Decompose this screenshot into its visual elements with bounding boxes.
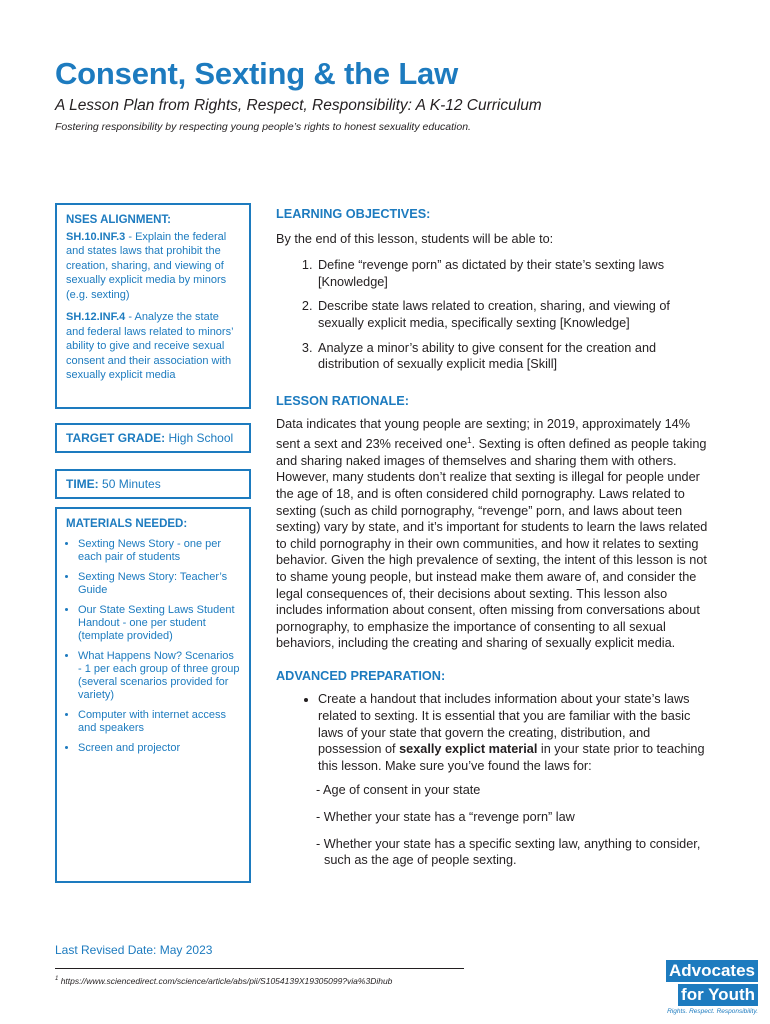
objectives-heading: LEARNING OBJECTIVES: — [276, 207, 431, 221]
list-item: 3. Analyze a minor’s ability to give consent for the creation and distribution of sexually explicit media [Skill] — [316, 340, 716, 373]
list-item: • Sexting News Story - one per each pair of students — [78, 538, 240, 564]
materials-heading: MATERIALS NEEDED: — [66, 518, 188, 530]
list-item: • Create a handout that includes information about your state’s laws related to sexting. It is essential that you are familiar with the basic laws of your state that govern the creating, distribution, and possession of sexally explict material in your state prior to teaching this lesson. Make sure you’ve found the laws for: — [318, 691, 716, 774]
main-content — [276, 206, 716, 869]
list-item: • Our State Sexting Laws Student Handout - one per student (template provided) — [78, 604, 240, 643]
footnote: $^1$ https://www.sciencedirect.com/science/article/abs/pii/S1054139X19305099?via%3Dihub — [55, 976, 393, 986]
time-box — [55, 469, 251, 499]
nses-heading: NSES ALIGNMENT: — [66, 214, 171, 226]
page-title: Consent, Sexting & the Law — [55, 56, 459, 91]
standard-code: SH.10.INF.3 — [66, 230, 126, 243]
materials-list — [66, 538, 240, 755]
target-grade-label: TARGET GRADE: — [66, 431, 166, 445]
list-item: • Sexting News Story: Teacher’s Guide — [78, 571, 240, 597]
emphasis-text: sexally explict material — [399, 742, 538, 757]
standard-item — [66, 230, 240, 303]
standard-text: - Analyze the state and federal laws related to minors’ ability to give and receive sexual consent and their association with sexually explicit media — [66, 311, 234, 381]
nses-alignment-box — [55, 203, 251, 409]
advanced-heading: ADVANCED PREPARATION: — [276, 668, 446, 683]
target-grade-value: High School — [168, 431, 234, 445]
list-item: 1. Define “revenge porn” as dictated by their state’s sexting laws [Knowledge] — [316, 257, 716, 290]
advanced-list — [276, 691, 716, 774]
list-item: • What Happens Now? Scenarios - 1 per each group of three group (several scenarios provided for variety) — [78, 650, 240, 702]
logo-tagline: Rights. Respect. Responsibility. — [667, 1008, 758, 1015]
page-subtitle: A Lesson Plan from Rights, Respect, Responsibility: A K-12 Curriculum — [55, 97, 542, 114]
target-grade-box — [55, 423, 251, 453]
dash-item: - Whether your state has a specific sexting law, anything to consider, such as the age of people sexting. — [316, 836, 701, 868]
time-label: TIME: — [66, 477, 99, 491]
footnote-ref: 1 — [467, 435, 472, 445]
standard-text: - Explain the federal and states laws that prohibit the creation, sharing, and viewing of sexually explicit media by minors (e.g. sexting) — [66, 230, 227, 301]
rationale-heading: LESSON RATIONALE: — [276, 393, 409, 408]
rationale-text: Data indicates that young people are sexting; in 2019, approximately 14% sent a sext and 23% received one$^1$. Sexting is often defined as people taking and sharing naked images of themselves and sharing them with others. However, many students don’t realize that sexting is illegal for people under the age of 18, and is often considered child pornography. Laws related to sexting (such as child pornography, “revenge” porn, and laws about teen sexting) vary by state, and it’s important for students to learn the laws related to child pornography in their own communities, and how it relates to sexting behavior. Given the high prevalence of sexting, the intent of this lesson is not to shame young people, but instead make them aware of, and consider the legal consequences of, their decisions about sexting. This lesson also includes information about consent, often missing from conversations about pornography, to emphasize the importance of consenting to all sexual behaviors, including the creating and sharing of sexually explicit media. — [276, 417, 708, 651]
dash-item: - Age of consent in your state — [316, 783, 481, 798]
dash-item: - Whether your state has a “revenge porn” law — [316, 810, 575, 825]
advocates-for-youth-logo — [646, 960, 758, 1015]
logo-line-2: for Youth — [678, 984, 758, 1006]
list-item: • Computer with internet access and speakers — [78, 709, 240, 735]
time-value: 50 Minutes — [102, 477, 161, 491]
materials-box — [55, 507, 251, 883]
logo-line-1: Advocates — [666, 960, 758, 982]
standard-code: SH.12.INF.4 — [66, 311, 126, 323]
footnote-divider — [55, 968, 464, 969]
list-item: • Screen and projector — [78, 742, 240, 755]
footnote-link[interactable]: https://www.sciencedirect.com/science/article/abs/pii/S1054139X19305099?via%3Dihub — [58, 976, 393, 986]
page-tagline: Fostering responsibility by respecting young people’s rights to honest sexuality education. — [55, 121, 471, 133]
objectives-list — [276, 257, 716, 373]
list-item: 2. Describe state laws related to creation, sharing, and viewing of sexually explicit media, specifically sexting [Knowledge] — [316, 298, 716, 331]
objectives-intro: By the end of this lesson, students will be able to: — [276, 231, 554, 246]
standard-item — [66, 310, 240, 383]
last-revised-date: Last Revised Date: May 2023 — [55, 943, 213, 957]
